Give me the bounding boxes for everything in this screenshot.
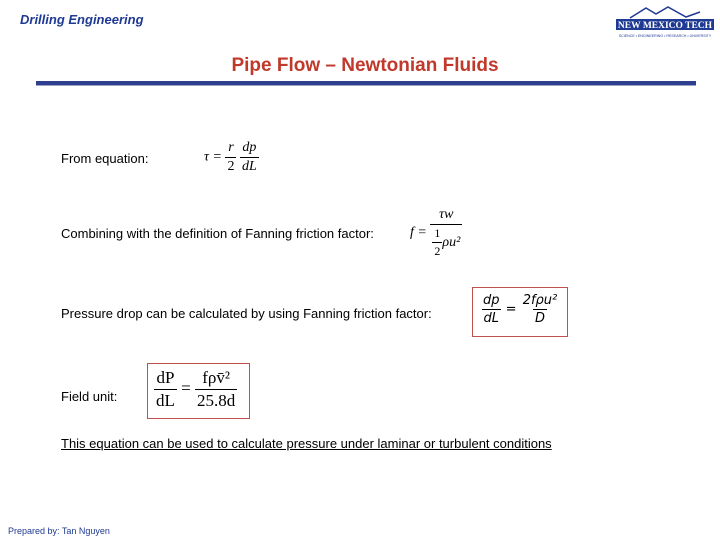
fanning-den-rest: ρu²: [442, 234, 461, 250]
new-mexico-tech-logo: [616, 6, 714, 40]
shear-num1: r: [228, 140, 234, 155]
fanning-den-frac-num: 1: [434, 226, 441, 240]
logo-tagline: SCIENCE • ENGINEERING • RESEARCH • UNIVERSITY: [618, 34, 712, 38]
fu-eq: =: [181, 378, 191, 398]
fu-num1: dP: [156, 368, 175, 387]
pd-num1: dp: [483, 293, 500, 308]
field-unit-equation: [154, 368, 237, 411]
fu-den2: 25.8d: [196, 391, 236, 410]
fu-den1: dL: [156, 391, 175, 410]
footer-prepared-by: Prepared by: Tan Nguyen: [8, 526, 110, 536]
shear-stress-equation: [204, 140, 259, 175]
pressure-drop-equation: [481, 293, 559, 326]
pressure-drop-label: Pressure drop can be calculated by using Fanning friction factor:: [61, 306, 432, 321]
title-divider-shadow: [36, 85, 696, 86]
fanning-den-frac-den: 2: [434, 244, 441, 258]
shear-den1: 2: [227, 159, 235, 174]
course-title: Drilling Engineering: [20, 12, 144, 27]
shear-num2: dp: [242, 140, 257, 155]
fu-num2: fρv̄²: [202, 368, 230, 387]
shear-lhs: τ =: [204, 149, 222, 165]
pd-eq: =: [505, 302, 517, 317]
field-unit-equation-box: [147, 363, 250, 419]
combining-label: Combining with the definition of Fanning friction factor:: [61, 226, 374, 241]
pd-num2: 2fρu²: [522, 293, 558, 308]
shear-den2: dL: [241, 159, 257, 174]
from-equation-label: From equation:: [61, 151, 149, 166]
conditions-note: This equation can be used to calculate pressure under laminar or turbulent conditions: [61, 436, 552, 451]
pd-den1: dL: [483, 311, 499, 326]
pd-den2: D: [534, 311, 545, 326]
field-unit-label: Field unit:: [61, 389, 118, 404]
logo-text: NEW MEXICO TECH: [617, 21, 713, 31]
fanning-num: τw: [439, 207, 454, 222]
slide-title: Pipe Flow – Newtonian Fluids: [231, 55, 499, 76]
pressure-drop-equation-box: [472, 287, 568, 337]
fanning-equation: [410, 207, 462, 259]
fanning-lhs: f =: [410, 225, 427, 241]
